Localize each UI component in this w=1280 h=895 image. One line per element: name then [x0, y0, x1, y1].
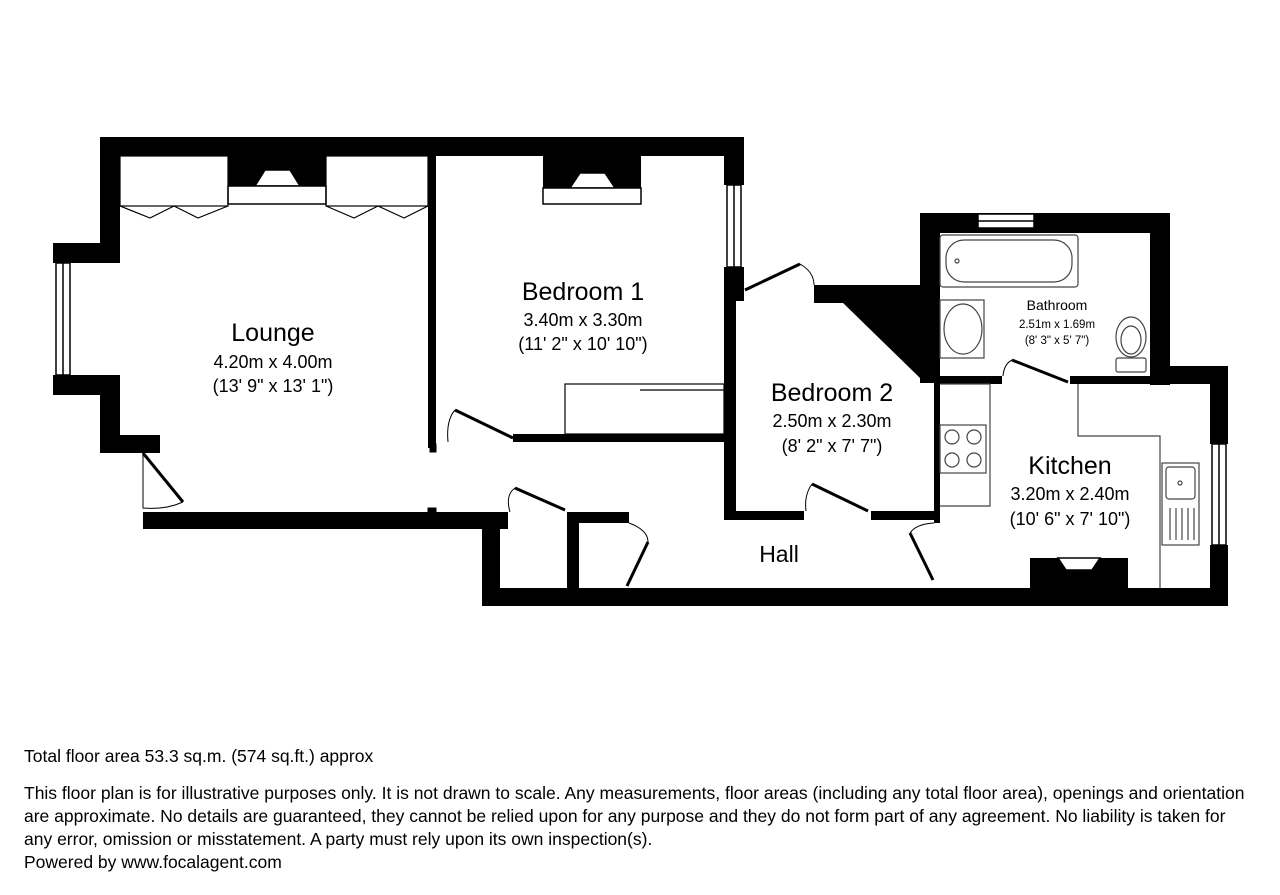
kitchen-imperial: (10' 6" x 7' 10")	[1009, 509, 1131, 529]
wall-bottom	[482, 588, 1228, 606]
toilet-cistern	[1116, 358, 1146, 372]
wall-kitchen-right-lower	[1210, 545, 1228, 606]
wardrobe-right	[326, 156, 428, 206]
bathroom-imperial: (8' 3" x 5' 7")	[1024, 335, 1090, 347]
lounge-name: Lounge	[231, 319, 315, 347]
lounge-metric: 4.20m x 4.00m	[213, 352, 333, 372]
wall-bedroom2-bottom-left	[724, 511, 804, 520]
wall-bathroom-right	[1150, 213, 1170, 385]
bedroom2-metric: 2.50m x 2.30m	[772, 411, 892, 431]
powered-by: Powered by www.focalagent.com	[24, 852, 282, 872]
wall-bedroom1-bottom	[513, 434, 726, 442]
kitchen-name: Kitchen	[1028, 452, 1112, 480]
wall-bedroom2-left	[724, 300, 736, 520]
wall-bathroom-top	[920, 213, 1170, 233]
bedroom2-imperial: (8' 2" x 7' 7")	[781, 436, 883, 456]
wall-bathroom-bottom-left	[934, 376, 1002, 384]
wall-top	[100, 137, 744, 156]
wall-lounge-bottom-left	[100, 435, 160, 453]
bedroom1-imperial: (11' 2" x 10' 10")	[518, 334, 648, 354]
footer	[24, 745, 1254, 874]
wall-lounge-bedroom1	[428, 156, 436, 448]
wall-lounge-bottom	[143, 512, 508, 529]
disclaimer: This floor plan is for illustrative purposes only. It is not drawn to scale. Any measurements, floor areas (including any total floor area), openings and orientation are approximate. No details are guaranteed, they cannot be relied upon for any purpose and they do not form part of any agreement. No liability is taken for any error, omission or misstatement. A party must rely upon its own inspection(s).	[24, 783, 1245, 849]
wall-bathroom-left	[920, 213, 940, 383]
wall-chimney-diagonal	[840, 285, 934, 378]
wall-kitchen-right	[1210, 366, 1228, 444]
total-floor-area: Total floor area 53.3 sq.m. (574 sq.ft.) approx	[24, 746, 374, 766]
wardrobe-bedroom1	[565, 384, 724, 434]
wall-bedroom1-right-mid	[724, 267, 744, 301]
hearth-bedroom1	[543, 188, 641, 204]
kitchen-metric: 3.20m x 2.40m	[1010, 484, 1130, 504]
wall-cupboard-top	[567, 512, 629, 523]
wardrobe-left	[120, 156, 228, 206]
wall-bedroom2-bottom-right	[871, 511, 939, 520]
wall-bay-left-top	[53, 243, 73, 263]
hall-name: Hall	[759, 541, 799, 567]
lounge-imperial: (13' 9" x 13' 1")	[212, 376, 334, 396]
bedroom1-metric: 3.40m x 3.30m	[523, 310, 643, 330]
bedroom2-name: Bedroom 2	[770, 379, 894, 407]
bathroom-metric: 2.51m x 1.69m	[1018, 319, 1096, 331]
bedroom1-name: Bedroom 1	[521, 278, 645, 306]
wall-cupboard-left	[567, 512, 579, 588]
wall-bedroom1-right-top	[724, 137, 744, 185]
bathroom-name: Bathroom	[1026, 297, 1088, 313]
wall-kitchen-left	[934, 378, 940, 523]
hearth-lounge	[228, 186, 326, 204]
